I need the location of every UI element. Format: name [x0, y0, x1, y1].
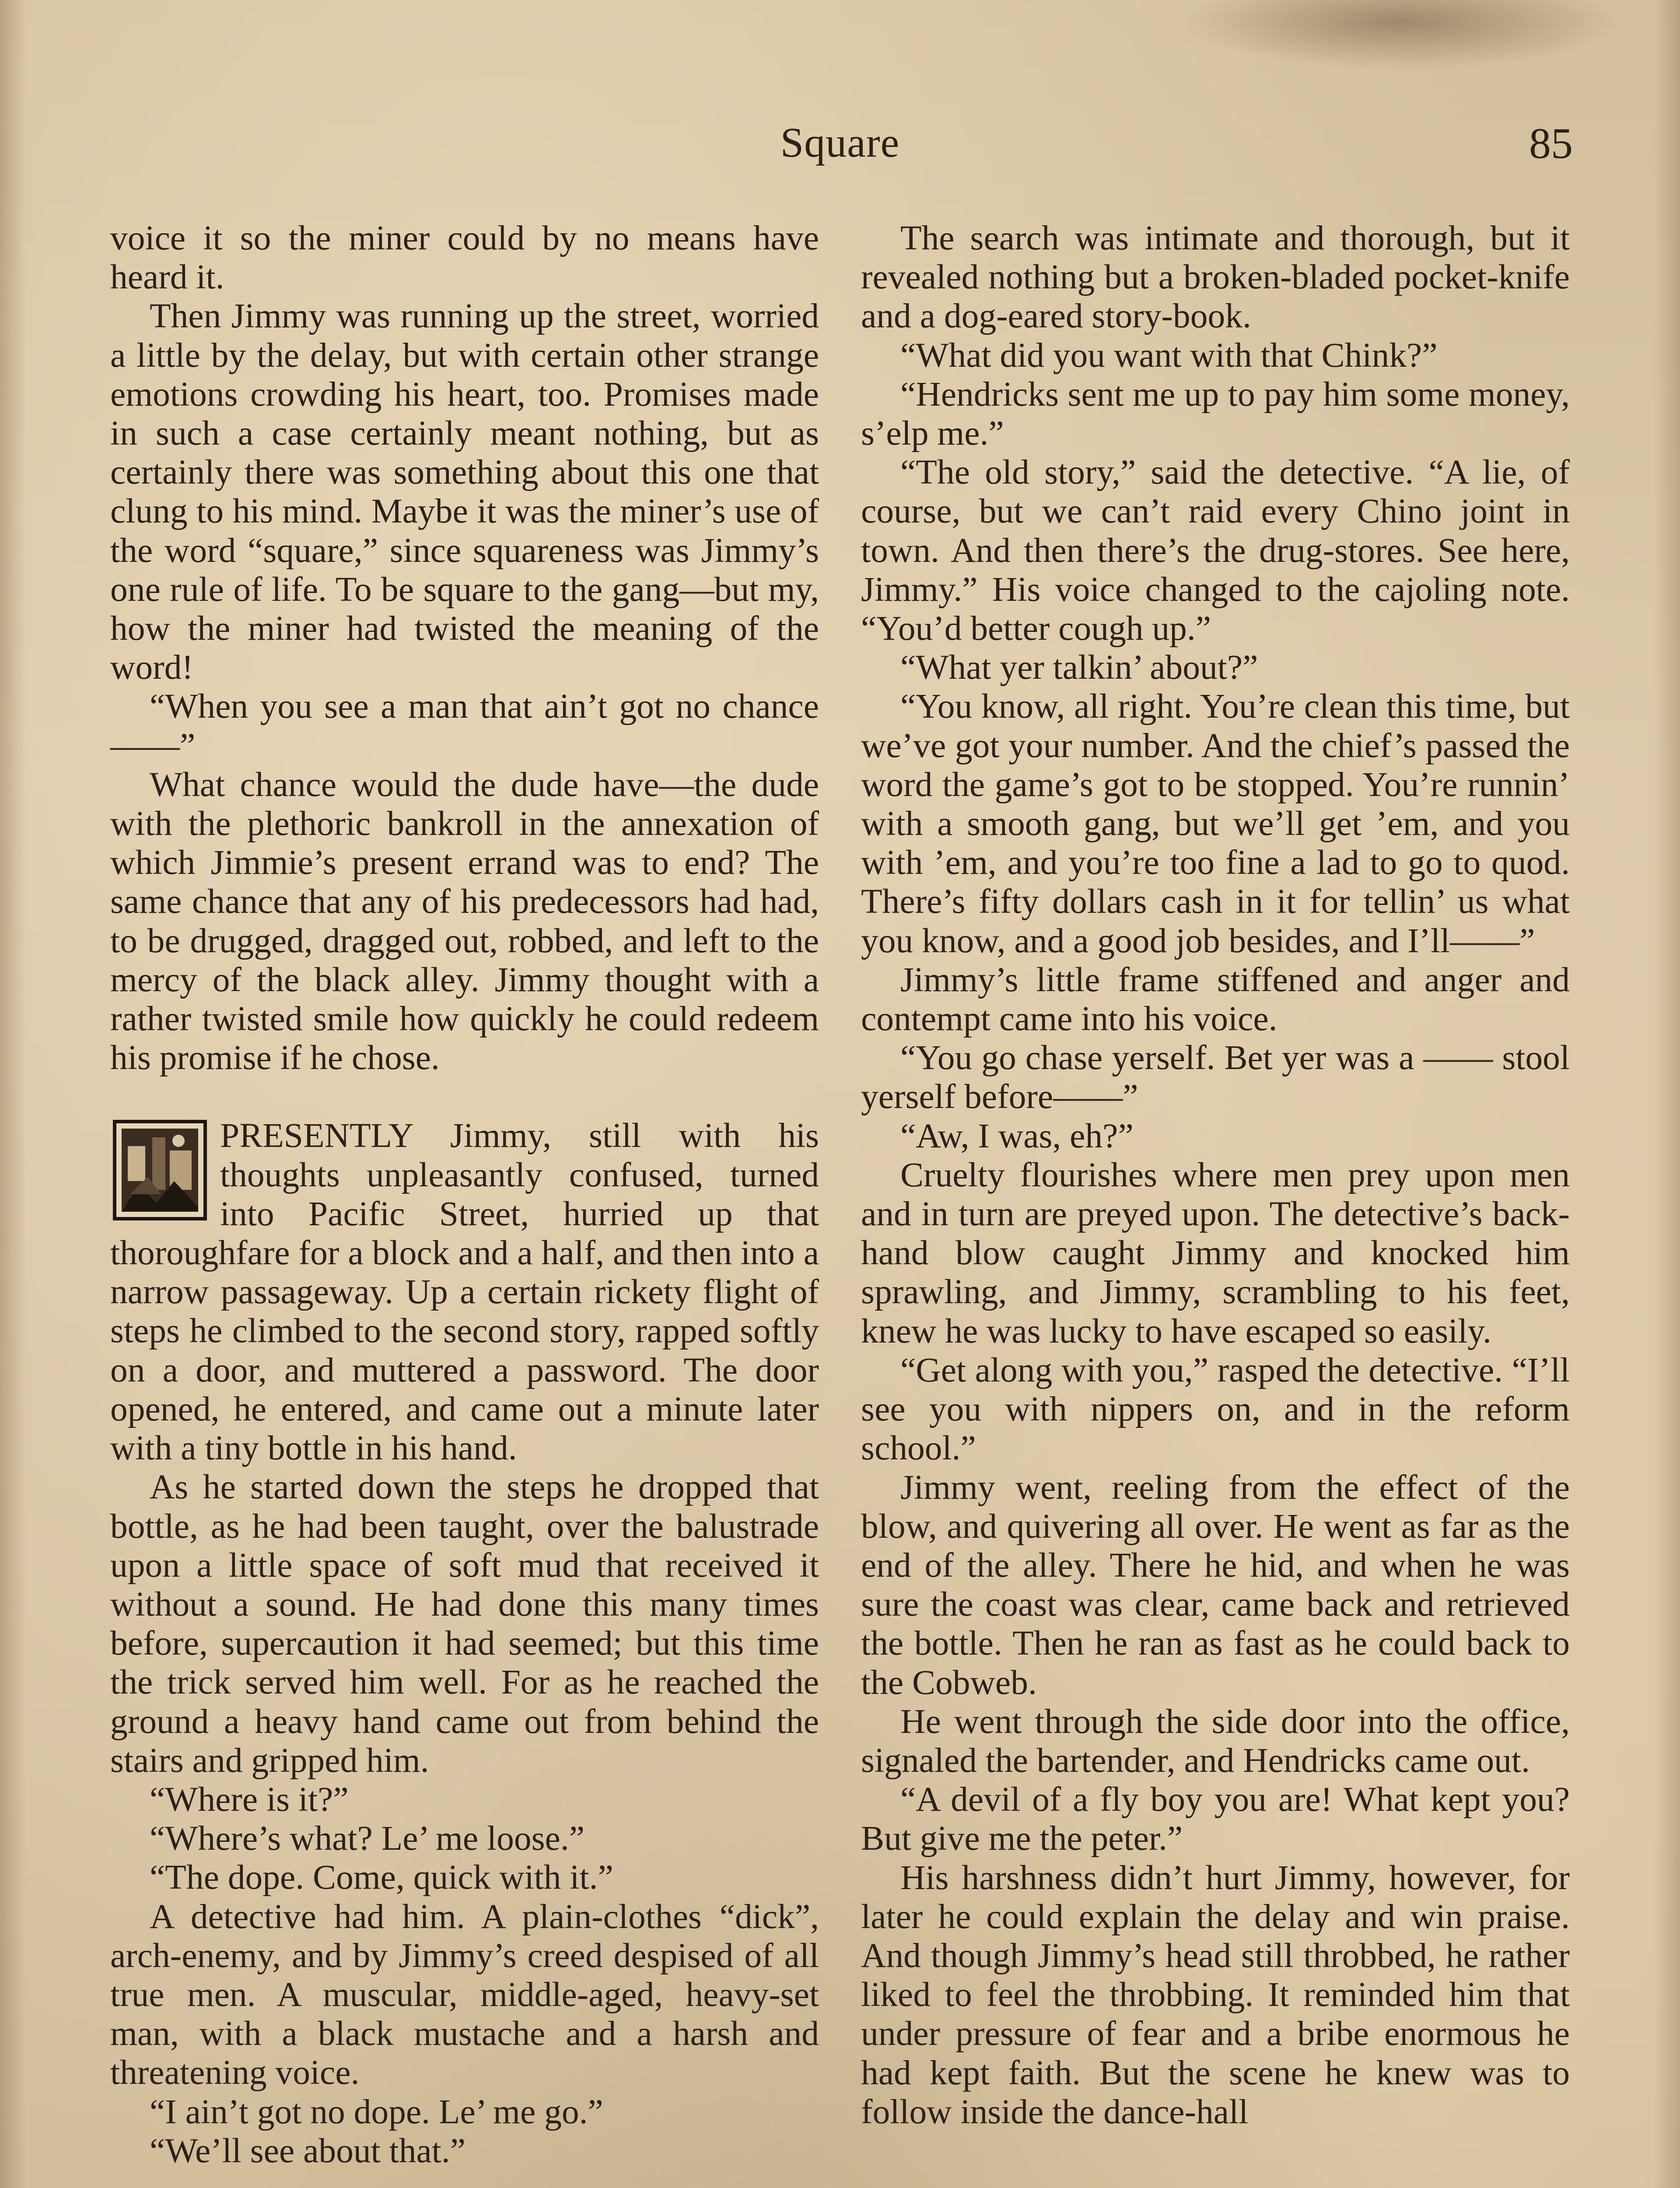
page-header [0, 118, 1680, 175]
section-lead-word: PRESENTLY [220, 1116, 413, 1155]
page-edge-shadow-right [1654, 0, 1680, 2188]
decorative-illustration-icon [113, 1120, 207, 1220]
running-title: Square [780, 119, 900, 166]
paragraph: “Where’s what? Le’ me loose.” [150, 1819, 584, 1858]
section-break [110, 1077, 819, 1116]
paragraph: “The old story,” said the detective. “A lie, of course, but we can’t raid every Chino joint in town. And then there’s the drug-stores. See here, Jimmy.” His voice changed to the cajoling note. “You’d better cough up.” [861, 453, 1570, 648]
page-edge-shadow-left [0, 0, 26, 2188]
paragraph: Jimmy’s little frame stiffened and anger and contempt came into his voice. [861, 960, 1570, 1038]
paragraph: Jimmy went, reeling from the effect of the blow, and quivering all over. He went as far as the end of the alley. There he hid, and when he was sure the coast was clear, came back and retrieved the bottle. Then he ran as fast as he could back to the Cobweb. [861, 1468, 1570, 1702]
paragraph: The search was intimate and thorough, but it revealed nothing but a broken-bladed pocket-knife and a dog-eared story-book. [861, 219, 1570, 336]
paragraph: “What yer talkin’ about?” [900, 648, 1258, 687]
paragraph: Cruelty flourishes where men prey upon men and in turn are preyed upon. The detective’s back-hand blow caught Jimmy and knocked him sprawling, and Jimmy, scrambling to his feet, knew he was lucky to have escaped so easily. [861, 1155, 1570, 1350]
paragraph: Then Jimmy was running up the street, worried a little by the delay, but with certain other strange emotions crowding his heart, too. Promises made in such a case certainly meant nothing, but as certainly there was something about this one that clung to his mind. Maybe it was the miner’s use of the word “square,” since squareness was Jimmy’s one rule of life. To be square to the gang—but my, how the miner had twisted the meaning of the word! [110, 297, 819, 687]
paragraph: “A devil of a fly boy you are! What kept you? But give me the peter.” [861, 1780, 1570, 1858]
paragraph: “You go chase yerself. Bet yer was a —— stool yerself before——” [861, 1038, 1570, 1116]
page-number: 85 [1529, 119, 1573, 168]
page-stain [1181, 0, 1619, 70]
paragraph: “When you see a man that ain’t got no chance——” [110, 687, 819, 765]
paragraph: “Hendricks sent me up to pay him some money, s’elp me.” [861, 375, 1570, 453]
paragraph: “The dope. Come, quick with it.” [150, 1858, 613, 1897]
paragraph: As he started down the steps he dropped that bottle, as he had been taught, over the balustrade upon a little space of soft mud that received it without a sound. He had done this many times before, supercaution it had seemed; but this time the trick served him well. For as he reached the ground a heavy hand came out from behind the stairs and gripped him. [110, 1468, 819, 1780]
paragraph: “We’ll see about that.” [150, 2131, 466, 2170]
left-column [110, 219, 819, 2170]
paragraph: His harshness didn’t hurt Jimmy, however, for later he could explain the delay and win praise. And though Jimmy’s head still throbbed, he rather liked to feel the throbbing. It reminded him that under pressure of fear and a bribe enormous he had kept faith. But the scene he knew was to follow inside the dance-hall [861, 1858, 1570, 2131]
paragraph: voice it so the miner could by no means have heard it. [110, 219, 819, 297]
right-column [861, 219, 1570, 2132]
paragraph: “Aw, I was, eh?” [900, 1116, 1134, 1155]
paragraph: What chance would the dude have—the dude with the plethoric bankroll in the annexation of which Jimmie’s present errand was to end? The same chance that any of his predecessors had had, to be drugged, dragged out, robbed, and left to the mercy of the black alley. Jimmy thought with a rather twisted smile how quickly he could redeem his promise if he chose. [110, 765, 819, 1077]
paragraph: He went through the side door into the office, signaled the bartender, and Hendricks came out. [861, 1702, 1570, 1780]
paragraph: “Where is it?” [150, 1780, 349, 1819]
paragraph: “What did you want with that Chink?” [900, 336, 1438, 375]
paragraph: “I ain’t got no dope. Le’ me go.” [150, 2092, 603, 2131]
paragraph: “Get along with you,” rasped the detective. “I’ll see you with nippers on, and in the reform school.” [861, 1350, 1570, 1468]
paragraph: A detective had him. A plain-clothes “dick”, arch-enemy, and by Jimmy’s creed despised of all true men. A muscular, middle-aged, heavy-set man, with a black mustache and a harsh and threatening voice. [110, 1897, 819, 2092]
section-opening-paragraph [110, 1116, 819, 1468]
paragraph-text: Jimmy, still with his thoughts unpleasantly confused, turned into Pacific Street, hurried up that thoroughfare for a block and a half, and then into a narrow passageway. Up a certain rickety flight of steps he climbed to the second story, rapped softly on a door, and muttered a password. The door opened, he entered, and came out a minute later with a tiny bottle in his hand. [110, 1116, 819, 1468]
paragraph: “You know, all right. You’re clean this time, but we’ve got your number. And the chief’s passed the word the game’s got to be stopped. You’re runnin’ with a smooth gang, but we’ll get ’em, and you with ’em, and you’re too fine a lad to go to quod. There’s fifty dollars cash in it for tellin’ us what you know, and a good job besides, and I’ll——” [861, 687, 1570, 960]
